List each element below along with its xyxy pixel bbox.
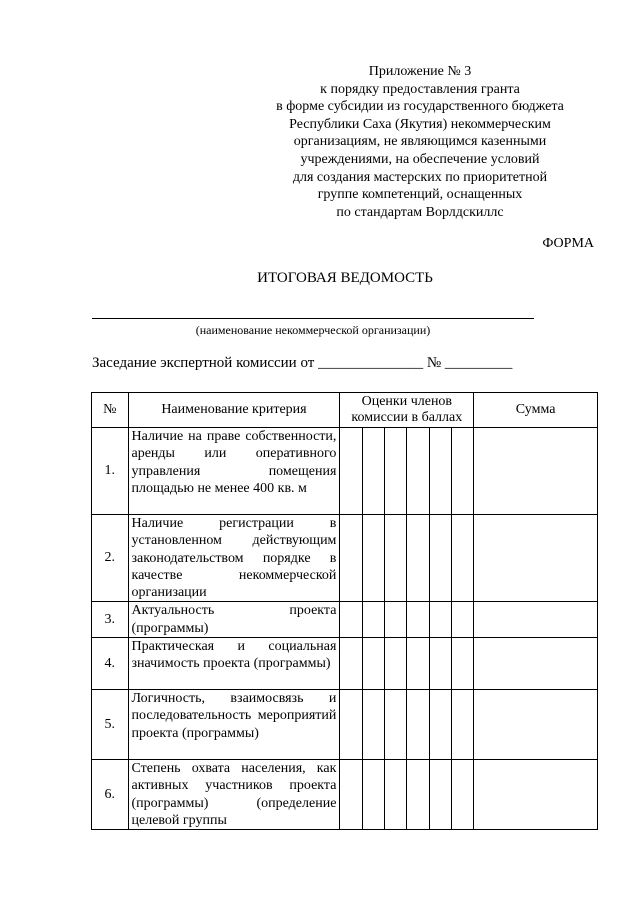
results-table: [91, 392, 598, 830]
score-cell[interactable]: [429, 690, 451, 760]
score-cell[interactable]: [451, 760, 473, 830]
appendix-line: группе компетенций, оснащенных: [317, 187, 523, 203]
appendix-line: для создания мастерских по приоритетной: [292, 169, 548, 185]
organization-name-line: [92, 318, 534, 319]
row-criterion: Наличие регистрации в установленном действующим законодательством порядке в качестве некоммерческой организации: [128, 515, 340, 602]
score-cell[interactable]: [407, 515, 429, 602]
score-cell[interactable]: [362, 690, 384, 760]
score-cell[interactable]: [340, 602, 362, 638]
row-number: 6.: [92, 760, 129, 830]
score-cell[interactable]: [340, 515, 362, 602]
score-cell[interactable]: [451, 515, 473, 602]
appendix-line: организациям, не являющимся казенными: [293, 134, 547, 150]
score-cell[interactable]: [340, 690, 362, 760]
score-cell[interactable]: [407, 638, 429, 690]
score-cell[interactable]: [429, 515, 451, 602]
score-cell[interactable]: [385, 428, 407, 515]
score-cell[interactable]: [451, 428, 473, 515]
score-cell[interactable]: [385, 515, 407, 602]
table-row: [92, 515, 598, 602]
row-number: 4.: [92, 638, 129, 690]
table-row: [92, 690, 598, 760]
row-criterion: Актуальность проекта (программы): [128, 602, 340, 638]
score-cell[interactable]: [362, 602, 384, 638]
score-cell[interactable]: [385, 760, 407, 830]
score-cell[interactable]: [407, 690, 429, 760]
score-cell[interactable]: [429, 602, 451, 638]
score-cell[interactable]: [429, 760, 451, 830]
row-criterion: Степень охвата населения, как активных участников проекта (программы) (определение целевой группы: [128, 760, 340, 830]
score-cell[interactable]: [407, 428, 429, 515]
row-criterion: Наличие на праве собственности, аренды или оперативного управления помещения площадью не менее 400 кв. м: [128, 428, 340, 515]
header-scores: Оценки членов комиссии в баллах: [340, 393, 474, 428]
score-cell[interactable]: [385, 638, 407, 690]
sum-cell[interactable]: [474, 638, 598, 690]
score-cell[interactable]: [385, 690, 407, 760]
score-cell[interactable]: [362, 760, 384, 830]
score-cell[interactable]: [407, 760, 429, 830]
row-number: 1.: [92, 428, 129, 515]
row-criterion: Практическая и социальная значимость проекта (программы): [128, 638, 340, 690]
organization-caption: (наименование некоммерческой организации): [195, 323, 431, 337]
score-cell[interactable]: [385, 602, 407, 638]
appendix-line: Приложение № 3: [368, 64, 472, 79]
table-row: [92, 602, 598, 638]
row-number: 5.: [92, 690, 129, 760]
score-cell[interactable]: [429, 428, 451, 515]
row-criterion: Логичность, взаимосвязь и последовательность мероприятий проекта (программы): [128, 690, 340, 760]
score-cell[interactable]: [340, 428, 362, 515]
sum-cell[interactable]: [474, 760, 598, 830]
appendix-line: Республики Саха (Якутия) некоммерческим: [289, 116, 551, 132]
table-row: [92, 428, 598, 515]
score-cell[interactable]: [451, 690, 473, 760]
header-sum: Сумма: [474, 393, 598, 428]
score-cell[interactable]: [362, 428, 384, 515]
score-cell[interactable]: [407, 602, 429, 638]
score-cell[interactable]: [451, 602, 473, 638]
sum-cell[interactable]: [474, 690, 598, 760]
score-cell[interactable]: [362, 515, 384, 602]
appendix-line: к порядку предоставления гранта: [320, 81, 520, 97]
meeting-line: Заседание экспертной комиссии от ______________ № _________: [92, 355, 513, 371]
sum-cell[interactable]: [474, 428, 598, 515]
sum-cell[interactable]: [474, 602, 598, 638]
row-number: 3.: [92, 602, 129, 638]
row-number: 2.: [92, 515, 129, 602]
header-criterion: Наименование критерия: [128, 393, 340, 428]
header-num: №: [92, 393, 129, 428]
appendix-line: по стандартам Ворлдскиллс: [336, 204, 504, 220]
appendix-line: в форме субсидии из государственного бюджета: [276, 99, 564, 115]
form-label: ФОРМА: [542, 236, 594, 251]
appendix-header: [255, 63, 585, 221]
document-title: ИТОГОВАЯ ВЕДОМОСТЬ: [257, 270, 433, 286]
score-cell[interactable]: [429, 638, 451, 690]
sum-cell[interactable]: [474, 515, 598, 602]
score-cell[interactable]: [451, 638, 473, 690]
appendix-line: учреждениями, на обеспечение условий: [300, 151, 540, 167]
table-row: [92, 638, 598, 690]
score-cell[interactable]: [362, 638, 384, 690]
score-cell[interactable]: [340, 638, 362, 690]
table-row: [92, 760, 598, 830]
table-header-row: [92, 393, 598, 428]
score-cell[interactable]: [340, 760, 362, 830]
